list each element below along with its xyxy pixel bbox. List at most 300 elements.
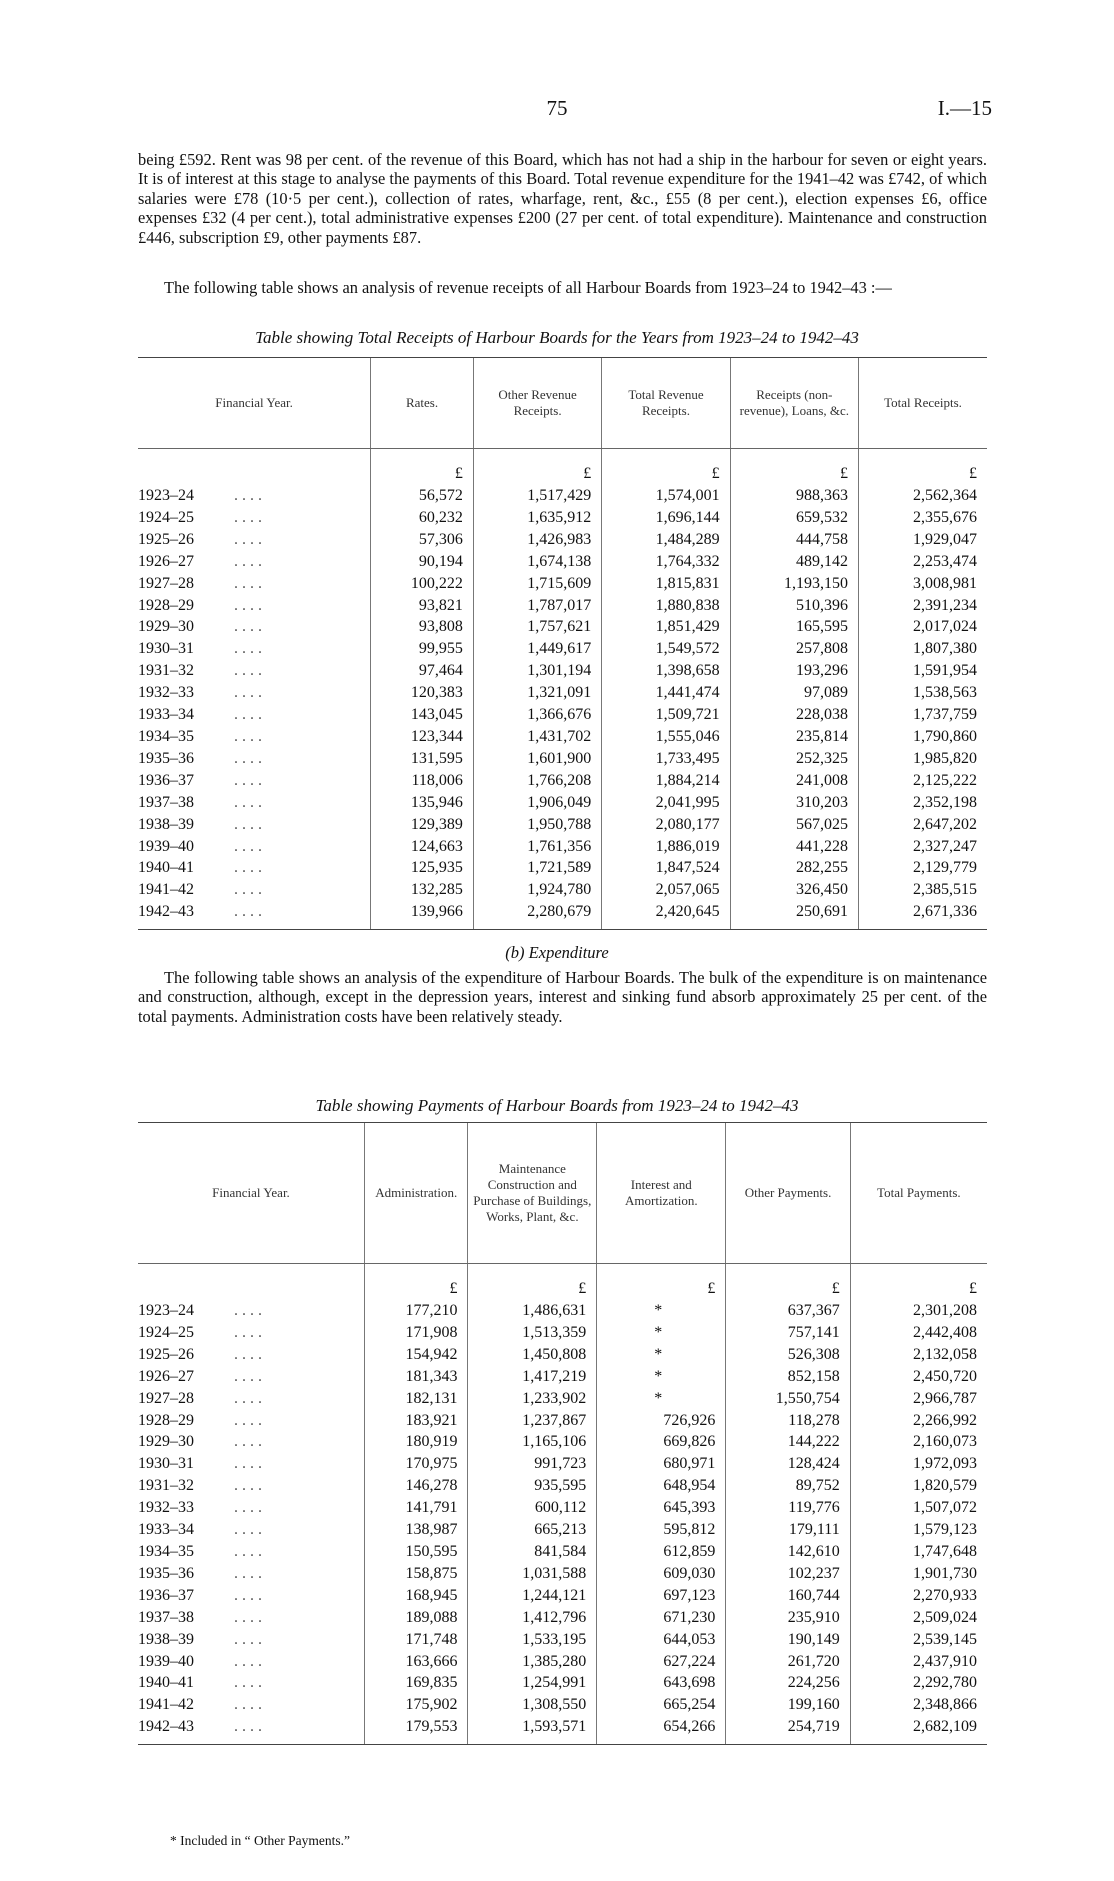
value-cell: 671,230: [597, 1607, 726, 1629]
value-cell: *: [597, 1300, 726, 1322]
financial-year: 1928–29: [138, 1411, 194, 1429]
table-row: [138, 616, 987, 638]
leader-dots: . . . .: [234, 1477, 262, 1495]
value-cell: 326,450: [730, 879, 858, 901]
payments-table: [138, 1122, 987, 1745]
financial-year: 1929–30: [138, 618, 194, 636]
financial-year: 1932–33: [138, 1499, 194, 1517]
financial-year: 1937–38: [138, 1608, 194, 1626]
value-cell: 1,747,648: [850, 1541, 987, 1563]
financial-year: 1939–40: [138, 1652, 194, 1670]
financial-year: 1933–34: [138, 706, 194, 724]
table-row: [138, 1563, 987, 1585]
value-cell: 2,017,024: [859, 616, 987, 638]
financial-year-cell: [138, 879, 371, 901]
leader-dots: . . . .: [234, 618, 262, 636]
value-cell: 1,301,194: [473, 660, 601, 682]
value-cell: 600,112: [468, 1497, 597, 1519]
value-cell: 128,424: [726, 1453, 850, 1475]
receipts-header-4: Receipts (non-revenue), Loans, &c.: [730, 358, 858, 449]
leader-dots: . . . .: [234, 1718, 262, 1736]
value-cell: 175,902: [365, 1694, 468, 1716]
financial-year: 1936–37: [138, 1586, 194, 1604]
value-cell: 1,431,702: [473, 726, 601, 748]
value-cell: 1,579,123: [850, 1519, 987, 1541]
value-cell: 2,041,995: [602, 792, 730, 814]
value-cell: 1,847,524: [602, 857, 730, 879]
leader-dots: . . . .: [234, 1389, 262, 1407]
leader-dots: . . . .: [234, 684, 262, 702]
value-cell: 1,193,150: [730, 573, 858, 595]
value-cell: 988,363: [730, 485, 858, 507]
currency-unit: £: [730, 449, 858, 486]
value-cell: 2,391,234: [859, 595, 987, 617]
value-cell: *: [597, 1344, 726, 1366]
value-cell: 180,919: [365, 1431, 468, 1453]
value-cell: 1,484,289: [602, 529, 730, 551]
value-cell: 97,464: [371, 660, 474, 682]
financial-year: 1935–36: [138, 749, 194, 767]
value-cell: 131,595: [371, 748, 474, 770]
value-cell: 97,089: [730, 682, 858, 704]
value-cell: 252,325: [730, 748, 858, 770]
value-cell: 2,682,109: [850, 1716, 987, 1744]
value-cell: 129,389: [371, 814, 474, 836]
value-cell: 1,807,380: [859, 638, 987, 660]
financial-year-cell: [138, 1388, 365, 1410]
value-cell: 1,449,617: [473, 638, 601, 660]
leader-dots: . . . .: [234, 1499, 262, 1517]
receipts-header-5: Total Receipts.: [859, 358, 987, 449]
value-cell: 612,859: [597, 1541, 726, 1563]
financial-year-cell: [138, 1694, 365, 1716]
leader-dots: . . . .: [234, 662, 262, 680]
value-cell: 100,222: [371, 573, 474, 595]
value-cell: 179,111: [726, 1519, 850, 1541]
financial-year-cell: [138, 704, 371, 726]
value-cell: 991,723: [468, 1453, 597, 1475]
table-row: [138, 1366, 987, 1388]
value-cell: 163,666: [365, 1651, 468, 1673]
value-cell: 177,210: [365, 1300, 468, 1322]
value-cell: 1,308,550: [468, 1694, 597, 1716]
financial-year: 1941–42: [138, 1696, 194, 1714]
value-cell: 1,787,017: [473, 595, 601, 617]
table-row: [138, 660, 987, 682]
leader-dots: . . . .: [234, 1433, 262, 1451]
table-row: [138, 1694, 987, 1716]
financial-year: 1925–26: [138, 1345, 194, 1363]
intro-paragraph: being £592. Rent was 98 per cent. of the revenue of this Board, which has not had a ship in the harbour for seven or eight years. It is of interest at this stage to analyse the payments of this Board. Total revenue expenditure for the 1941–42 was £742, of which salaries were £78 (10·5 per cent.), collection of rates, wharfage, rent, &c., £55 (8 per cent.), election expenses £6, office expenses £32 (4 per cent.), total administrative expenses £200 (27 per cent. of total expenditure). Maintenance and construction £446, subscription £9, other payments £87.: [138, 150, 987, 247]
value-cell: 757,141: [726, 1322, 850, 1344]
financial-year-cell: [138, 638, 371, 660]
value-cell: 2,080,177: [602, 814, 730, 836]
leader-dots: . . . .: [234, 1652, 262, 1670]
value-cell: 1,929,047: [859, 529, 987, 551]
currency-unit: £: [468, 1264, 597, 1301]
table-row: [138, 901, 987, 929]
value-cell: 282,255: [730, 857, 858, 879]
leader-dots: . . . .: [234, 530, 262, 548]
receipts-unit-row: [138, 449, 987, 486]
financial-year-cell: [138, 1716, 365, 1744]
financial-year-cell: [138, 1651, 365, 1673]
value-cell: 935,595: [468, 1475, 597, 1497]
value-cell: 261,720: [726, 1651, 850, 1673]
receipts-table: [138, 357, 987, 930]
value-cell: 179,553: [365, 1716, 468, 1744]
table-row: [138, 1651, 987, 1673]
value-cell: 2,266,992: [850, 1410, 987, 1432]
financial-year-cell: [138, 1300, 365, 1322]
financial-year-cell: [138, 1453, 365, 1475]
table-row: [138, 1497, 987, 1519]
payments-unit-row: [138, 1264, 987, 1301]
value-cell: 189,088: [365, 1607, 468, 1629]
value-cell: 1,538,563: [859, 682, 987, 704]
table-row: [138, 1475, 987, 1497]
financial-year: 1942–43: [138, 903, 194, 921]
leader-dots: . . . .: [234, 859, 262, 877]
financial-year: 1931–32: [138, 662, 194, 680]
receipts-header-3: Total Revenue Receipts.: [602, 358, 730, 449]
value-cell: 93,808: [371, 616, 474, 638]
financial-year: 1940–41: [138, 1674, 194, 1692]
leader-dots: . . . .: [234, 1521, 262, 1539]
table-row: [138, 792, 987, 814]
receipts-header-1: Rates.: [371, 358, 474, 449]
value-cell: 254,719: [726, 1716, 850, 1744]
value-cell: *: [597, 1388, 726, 1410]
value-cell: 3,008,981: [859, 573, 987, 595]
table-row: [138, 879, 987, 901]
value-cell: 1,757,621: [473, 616, 601, 638]
unit-spacer: [138, 449, 371, 486]
value-cell: 125,935: [371, 857, 474, 879]
value-cell: 1,820,579: [850, 1475, 987, 1497]
value-cell: 726,926: [597, 1410, 726, 1432]
financial-year-cell: [138, 507, 371, 529]
table-row: [138, 1541, 987, 1563]
value-cell: 1,366,676: [473, 704, 601, 726]
value-cell: 2,437,910: [850, 1651, 987, 1673]
value-cell: 609,030: [597, 1563, 726, 1585]
value-cell: 146,278: [365, 1475, 468, 1497]
footnote: * Included in “ Other Payments.”: [170, 1833, 350, 1848]
value-cell: 526,308: [726, 1344, 850, 1366]
financial-year-cell: [138, 529, 371, 551]
financial-year: 1939–40: [138, 837, 194, 855]
value-cell: 1,950,788: [473, 814, 601, 836]
value-cell: 489,142: [730, 551, 858, 573]
value-cell: 1,766,208: [473, 770, 601, 792]
leader-dots: . . . .: [234, 1302, 262, 1319]
financial-year: 1928–29: [138, 596, 194, 614]
value-cell: 139,966: [371, 901, 474, 929]
leader-dots: . . . .: [234, 903, 262, 921]
leader-dots: . . . .: [234, 596, 262, 614]
value-cell: 102,237: [726, 1563, 850, 1585]
currency-unit: £: [859, 449, 987, 486]
value-cell: 168,945: [365, 1585, 468, 1607]
value-cell: 1,486,631: [468, 1300, 597, 1322]
value-cell: 1,593,571: [468, 1716, 597, 1744]
payments-header-3: Interest and Amortization.: [597, 1123, 726, 1264]
value-cell: 1,237,867: [468, 1410, 597, 1432]
table-row: [138, 507, 987, 529]
value-cell: 595,812: [597, 1519, 726, 1541]
value-cell: 567,025: [730, 814, 858, 836]
leader-dots: . . . .: [234, 706, 262, 724]
value-cell: 142,610: [726, 1541, 850, 1563]
financial-year-cell: [138, 748, 371, 770]
value-cell: 2,352,198: [859, 792, 987, 814]
financial-year: 1934–35: [138, 1542, 194, 1560]
value-cell: 1,906,049: [473, 792, 601, 814]
value-cell: 654,266: [597, 1716, 726, 1744]
financial-year-cell: [138, 836, 371, 858]
value-cell: 2,509,024: [850, 1607, 987, 1629]
value-cell: *: [597, 1366, 726, 1388]
financial-year-cell: [138, 485, 371, 507]
value-cell: 1,715,609: [473, 573, 601, 595]
value-cell: 90,194: [371, 551, 474, 573]
currency-unit: £: [365, 1264, 468, 1301]
value-cell: 1,674,138: [473, 551, 601, 573]
currency-unit: £: [850, 1264, 987, 1301]
leader-dots: . . . .: [234, 487, 262, 504]
value-cell: 637,367: [726, 1300, 850, 1322]
table-row: [138, 1388, 987, 1410]
financial-year-cell: [138, 1585, 365, 1607]
financial-year-cell: [138, 726, 371, 748]
value-cell: 2,057,065: [602, 879, 730, 901]
value-cell: 170,975: [365, 1453, 468, 1475]
table-row: [138, 857, 987, 879]
value-cell: 181,343: [365, 1366, 468, 1388]
leader-dots: . . . .: [234, 1367, 262, 1385]
value-cell: 510,396: [730, 595, 858, 617]
value-cell: 2,355,676: [859, 507, 987, 529]
value-cell: 627,224: [597, 1651, 726, 1673]
value-cell: 1,321,091: [473, 682, 601, 704]
value-cell: 2,280,679: [473, 901, 601, 929]
financial-year: 1924–25: [138, 1323, 194, 1341]
leader-dots: . . . .: [234, 1323, 262, 1341]
value-cell: 183,921: [365, 1410, 468, 1432]
financial-year-cell: [138, 595, 371, 617]
financial-year-cell: [138, 814, 371, 836]
value-cell: 1,233,902: [468, 1388, 597, 1410]
table-row: [138, 638, 987, 660]
value-cell: 56,572: [371, 485, 474, 507]
value-cell: 141,791: [365, 1497, 468, 1519]
leader-dots: . . . .: [234, 815, 262, 833]
page-header: [0, 96, 1114, 126]
financial-year-cell: [138, 660, 371, 682]
financial-year: 1932–33: [138, 684, 194, 702]
financial-year-cell: [138, 573, 371, 595]
table-row: [138, 814, 987, 836]
value-cell: 235,910: [726, 1607, 850, 1629]
value-cell: 841,584: [468, 1541, 597, 1563]
value-cell: 169,835: [365, 1672, 468, 1694]
currency-unit: £: [602, 449, 730, 486]
value-cell: 1,533,195: [468, 1629, 597, 1651]
value-cell: 1,385,280: [468, 1651, 597, 1673]
value-cell: 680,971: [597, 1453, 726, 1475]
table-row: [138, 770, 987, 792]
table-row: [138, 1322, 987, 1344]
value-cell: 643,698: [597, 1672, 726, 1694]
payments-header-2: Maintenance Construction and Purchase of Buildings, Works, Plant, &c.: [468, 1123, 597, 1264]
financial-year: 1927–28: [138, 1389, 194, 1407]
value-cell: 118,278: [726, 1410, 850, 1432]
leader-dots: . . . .: [234, 1696, 262, 1714]
value-cell: 2,125,222: [859, 770, 987, 792]
table-row: [138, 595, 987, 617]
table-row: [138, 1519, 987, 1541]
value-cell: 2,132,058: [850, 1344, 987, 1366]
value-cell: 1,635,912: [473, 507, 601, 529]
currency-unit: £: [726, 1264, 850, 1301]
value-cell: 659,532: [730, 507, 858, 529]
value-cell: 2,450,720: [850, 1366, 987, 1388]
leader-dots: . . . .: [234, 1411, 262, 1429]
value-cell: 1,880,838: [602, 595, 730, 617]
value-cell: 135,946: [371, 792, 474, 814]
table-row: [138, 1629, 987, 1651]
value-cell: 120,383: [371, 682, 474, 704]
leader-dots: . . . .: [234, 552, 262, 570]
value-cell: 2,562,364: [859, 485, 987, 507]
table-row: [138, 1672, 987, 1694]
value-cell: *: [597, 1322, 726, 1344]
value-cell: 171,748: [365, 1629, 468, 1651]
value-cell: 1,815,831: [602, 573, 730, 595]
value-cell: 1,254,991: [468, 1672, 597, 1694]
value-cell: 1,031,588: [468, 1563, 597, 1585]
value-cell: 1,601,900: [473, 748, 601, 770]
leader-dots: . . . .: [234, 1345, 262, 1363]
financial-year-cell: [138, 857, 371, 879]
value-cell: 2,327,247: [859, 836, 987, 858]
financial-year-cell: [138, 1410, 365, 1432]
value-cell: 154,942: [365, 1344, 468, 1366]
financial-year: 1927–28: [138, 574, 194, 592]
financial-year-cell: [138, 682, 371, 704]
financial-year-cell: [138, 901, 371, 929]
value-cell: 1,574,001: [602, 485, 730, 507]
table-row: [138, 726, 987, 748]
financial-year: 1924–25: [138, 508, 194, 526]
leader-dots: . . . .: [234, 1455, 262, 1473]
receipts-header-0: Financial Year.: [138, 358, 371, 449]
value-cell: 165,595: [730, 616, 858, 638]
value-cell: 2,539,145: [850, 1629, 987, 1651]
value-cell: 1,591,954: [859, 660, 987, 682]
table-row: [138, 1607, 987, 1629]
table-row: [138, 1300, 987, 1322]
value-cell: 1,450,808: [468, 1344, 597, 1366]
value-cell: 193,296: [730, 660, 858, 682]
value-cell: 190,149: [726, 1629, 850, 1651]
table-row: [138, 1410, 987, 1432]
value-cell: 444,758: [730, 529, 858, 551]
financial-year-cell: [138, 1344, 365, 1366]
value-cell: 665,254: [597, 1694, 726, 1716]
financial-year-cell: [138, 1672, 365, 1694]
financial-year: 1926–27: [138, 552, 194, 570]
table-row: [138, 1344, 987, 1366]
leader-dots: . . . .: [234, 881, 262, 899]
value-cell: 1,412,796: [468, 1607, 597, 1629]
financial-year: 1941–42: [138, 881, 194, 899]
value-cell: 1,398,658: [602, 660, 730, 682]
financial-year: 1935–36: [138, 1564, 194, 1582]
payments-header-5: Total Payments.: [850, 1123, 987, 1264]
value-cell: 144,222: [726, 1431, 850, 1453]
value-cell: 1,165,106: [468, 1431, 597, 1453]
financial-year-cell: [138, 1431, 365, 1453]
financial-year-cell: [138, 1475, 365, 1497]
expenditure-intro: The following table shows an analysis of the expenditure of Harbour Boards. The bulk of the expenditure is on maintenance and construction, although, except in the depression years, interest and sinking fund absorb approximately 25 per cent. of the total payments. Administration costs have been relatively steady.: [138, 968, 987, 1026]
value-cell: 310,203: [730, 792, 858, 814]
table-row: [138, 704, 987, 726]
leader-dots: . . . .: [234, 771, 262, 789]
financial-year-cell: [138, 1519, 365, 1541]
financial-year: 1936–37: [138, 771, 194, 789]
leader-dots: . . . .: [234, 1674, 262, 1692]
value-cell: 2,270,933: [850, 1585, 987, 1607]
value-cell: 669,826: [597, 1431, 726, 1453]
table-row: [138, 1716, 987, 1744]
financial-year-cell: [138, 1366, 365, 1388]
value-cell: 228,038: [730, 704, 858, 726]
value-cell: 1,761,356: [473, 836, 601, 858]
financial-year: 1938–39: [138, 815, 194, 833]
value-cell: 2,385,515: [859, 879, 987, 901]
value-cell: 199,160: [726, 1694, 850, 1716]
value-cell: 1,721,589: [473, 857, 601, 879]
leader-dots: . . . .: [234, 793, 262, 811]
value-cell: 1,790,860: [859, 726, 987, 748]
table-row: [138, 485, 987, 507]
table-row: [138, 573, 987, 595]
value-cell: 132,285: [371, 879, 474, 901]
financial-year-cell: [138, 1322, 365, 1344]
financial-year: 1933–34: [138, 1521, 194, 1539]
currency-unit: £: [473, 449, 601, 486]
value-cell: 143,045: [371, 704, 474, 726]
financial-year-cell: [138, 1607, 365, 1629]
value-cell: 89,752: [726, 1475, 850, 1497]
expenditure-heading: (b) Expenditure: [505, 943, 609, 962]
value-cell: 241,008: [730, 770, 858, 792]
value-cell: 645,393: [597, 1497, 726, 1519]
payments-table-caption: Table showing Payments of Harbour Boards from 1923–24 to 1942–43: [315, 1096, 799, 1115]
value-cell: 235,814: [730, 726, 858, 748]
value-cell: 1,417,219: [468, 1366, 597, 1388]
value-cell: 1,884,214: [602, 770, 730, 792]
financial-year: 1929–30: [138, 1433, 194, 1451]
value-cell: 257,808: [730, 638, 858, 660]
value-cell: 2,647,202: [859, 814, 987, 836]
value-cell: 1,549,572: [602, 638, 730, 660]
receipts-intro: The following table shows an analysis of revenue receipts of all Harbour Boards from 1923–24 to 1942–43 :—: [164, 278, 892, 297]
financial-year-cell: [138, 616, 371, 638]
value-cell: 1,901,730: [850, 1563, 987, 1585]
